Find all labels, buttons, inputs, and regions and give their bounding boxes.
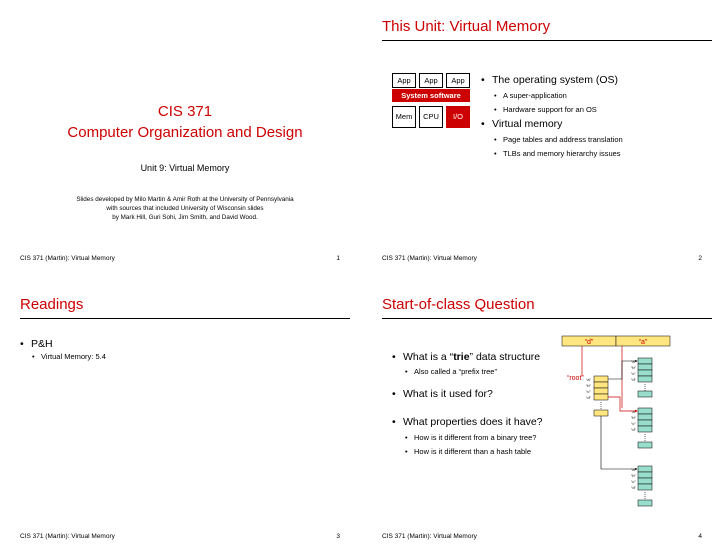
svg-text:“b”: “b”	[631, 415, 636, 420]
svg-text:“a”: “a”	[631, 409, 636, 414]
svg-text:“b”: “b”	[586, 383, 591, 388]
sub-bullet: • Also called a “prefix tree”	[405, 367, 497, 376]
bullet: • What is it used for?	[392, 388, 493, 400]
trie-node	[638, 408, 652, 448]
svg-text:“a”: “a”	[631, 467, 636, 472]
bullet: • Virtual memory	[481, 118, 563, 130]
slide-title: Readings	[20, 296, 84, 313]
svg-text:“d”: “d”	[586, 395, 591, 400]
bullet: • The operating system (OS)	[481, 74, 619, 86]
sub-bullet: • Hardware support for an OS	[494, 105, 597, 114]
svg-text:“a”: “a”	[631, 359, 636, 364]
sub-bullet: • Virtual Memory: 5.4	[32, 352, 106, 361]
credits: Slides developed by Milo Martin & Amir Roth at the University of Pennsylvania with sources that included University of Wisconsin slides by Mark Hill, Guri Sohi, Jim Smith, and David Wood.	[76, 196, 294, 221]
sub-bullet: • How is it different than a hash table	[405, 447, 532, 456]
slide-3: Readings • P&H • Virtual Memory: 5.4 CIS 371 (Martin): Virtual Memory 3	[20, 296, 360, 556]
cpu-box: CPU	[419, 106, 443, 128]
root-label: “root”	[567, 375, 584, 382]
unit-title: Unit 9: Virtual Memory	[140, 163, 230, 173]
slide-2: This Unit: Virtual Memory App App App System software Mem CPU I/O • The operating system (OS) • A super-application • Hardware support for an OS • Virtual memory • Page tables and address translation • TLBs and memory hierarchy issues CIS 371 (Martin): Virtual Memory 2	[382, 18, 720, 278]
trie-node-root	[594, 376, 608, 416]
trie-diagram	[382, 296, 720, 526]
slide-4: Start-of-class Question • What is a “trie” data structure • Also called a “prefix tree” • What is it used for? • What properties does it have? • How is it different from a binary tree? • How is it different than a hash table “d” “a” “root” “a” “b” “c” “d” “a” “b” “c” “d” “a” “b” “c” “d” “a” “b” “c” “d” CIS 371 (Martin): Virtual Memory 4	[382, 296, 720, 556]
slide-title: Start-of-class Question	[382, 296, 535, 313]
svg-text:“c”: “c”	[631, 421, 636, 426]
slide-title: This Unit: Virtual Memory	[382, 18, 551, 35]
sub-bullet: • TLBs and memory hierarchy issues	[494, 149, 621, 158]
svg-text:“d”: “d”	[631, 377, 636, 382]
bullet: • What properties does it have?	[392, 416, 543, 428]
trie-node	[638, 358, 652, 397]
bullet: • What is a “trie” data structure	[392, 351, 541, 363]
svg-text:“c”: “c”	[631, 371, 636, 376]
app-box: App	[392, 73, 416, 88]
svg-text:“c”: “c”	[586, 389, 591, 394]
bullet: • P&H	[20, 338, 53, 350]
app-box: App	[419, 73, 443, 88]
svg-text:“a”: “a”	[586, 377, 591, 382]
key-label: “d”	[584, 339, 594, 346]
slide-1: CIS 371 Computer Organization and Design Unit 9: Virtual Memory Slides developed by Milo Martin & Amir Roth at the University of Pennsylvania with sources that included University of Wisconsin slides by Mark Hill, Guri Sohi, Jim Smith, and David Wood. CIS 371 (Martin): Virtual Memory 1	[20, 18, 360, 278]
svg-text:“d”: “d”	[631, 485, 636, 490]
sub-bullet: • Page tables and address translation	[494, 135, 623, 144]
course-title: CIS 371 Computer Organization and Design	[67, 103, 303, 141]
app-box: App	[446, 73, 470, 88]
sub-bullet: • How is it different from a binary tree?	[405, 433, 537, 442]
system-software-box: System software	[392, 89, 470, 102]
title-rule	[20, 318, 350, 319]
title-rule	[382, 40, 712, 41]
mem-box: Mem	[392, 106, 416, 128]
key-label: “a”	[638, 339, 648, 346]
svg-text:“b”: “b”	[631, 473, 636, 478]
svg-text:“b”: “b”	[631, 365, 636, 370]
trie-node	[638, 466, 652, 506]
sub-bullet: • A super-application	[494, 91, 567, 100]
svg-text:“d”: “d”	[631, 427, 636, 432]
io-box: I/O	[446, 106, 470, 128]
svg-text:“c”: “c”	[631, 479, 636, 484]
